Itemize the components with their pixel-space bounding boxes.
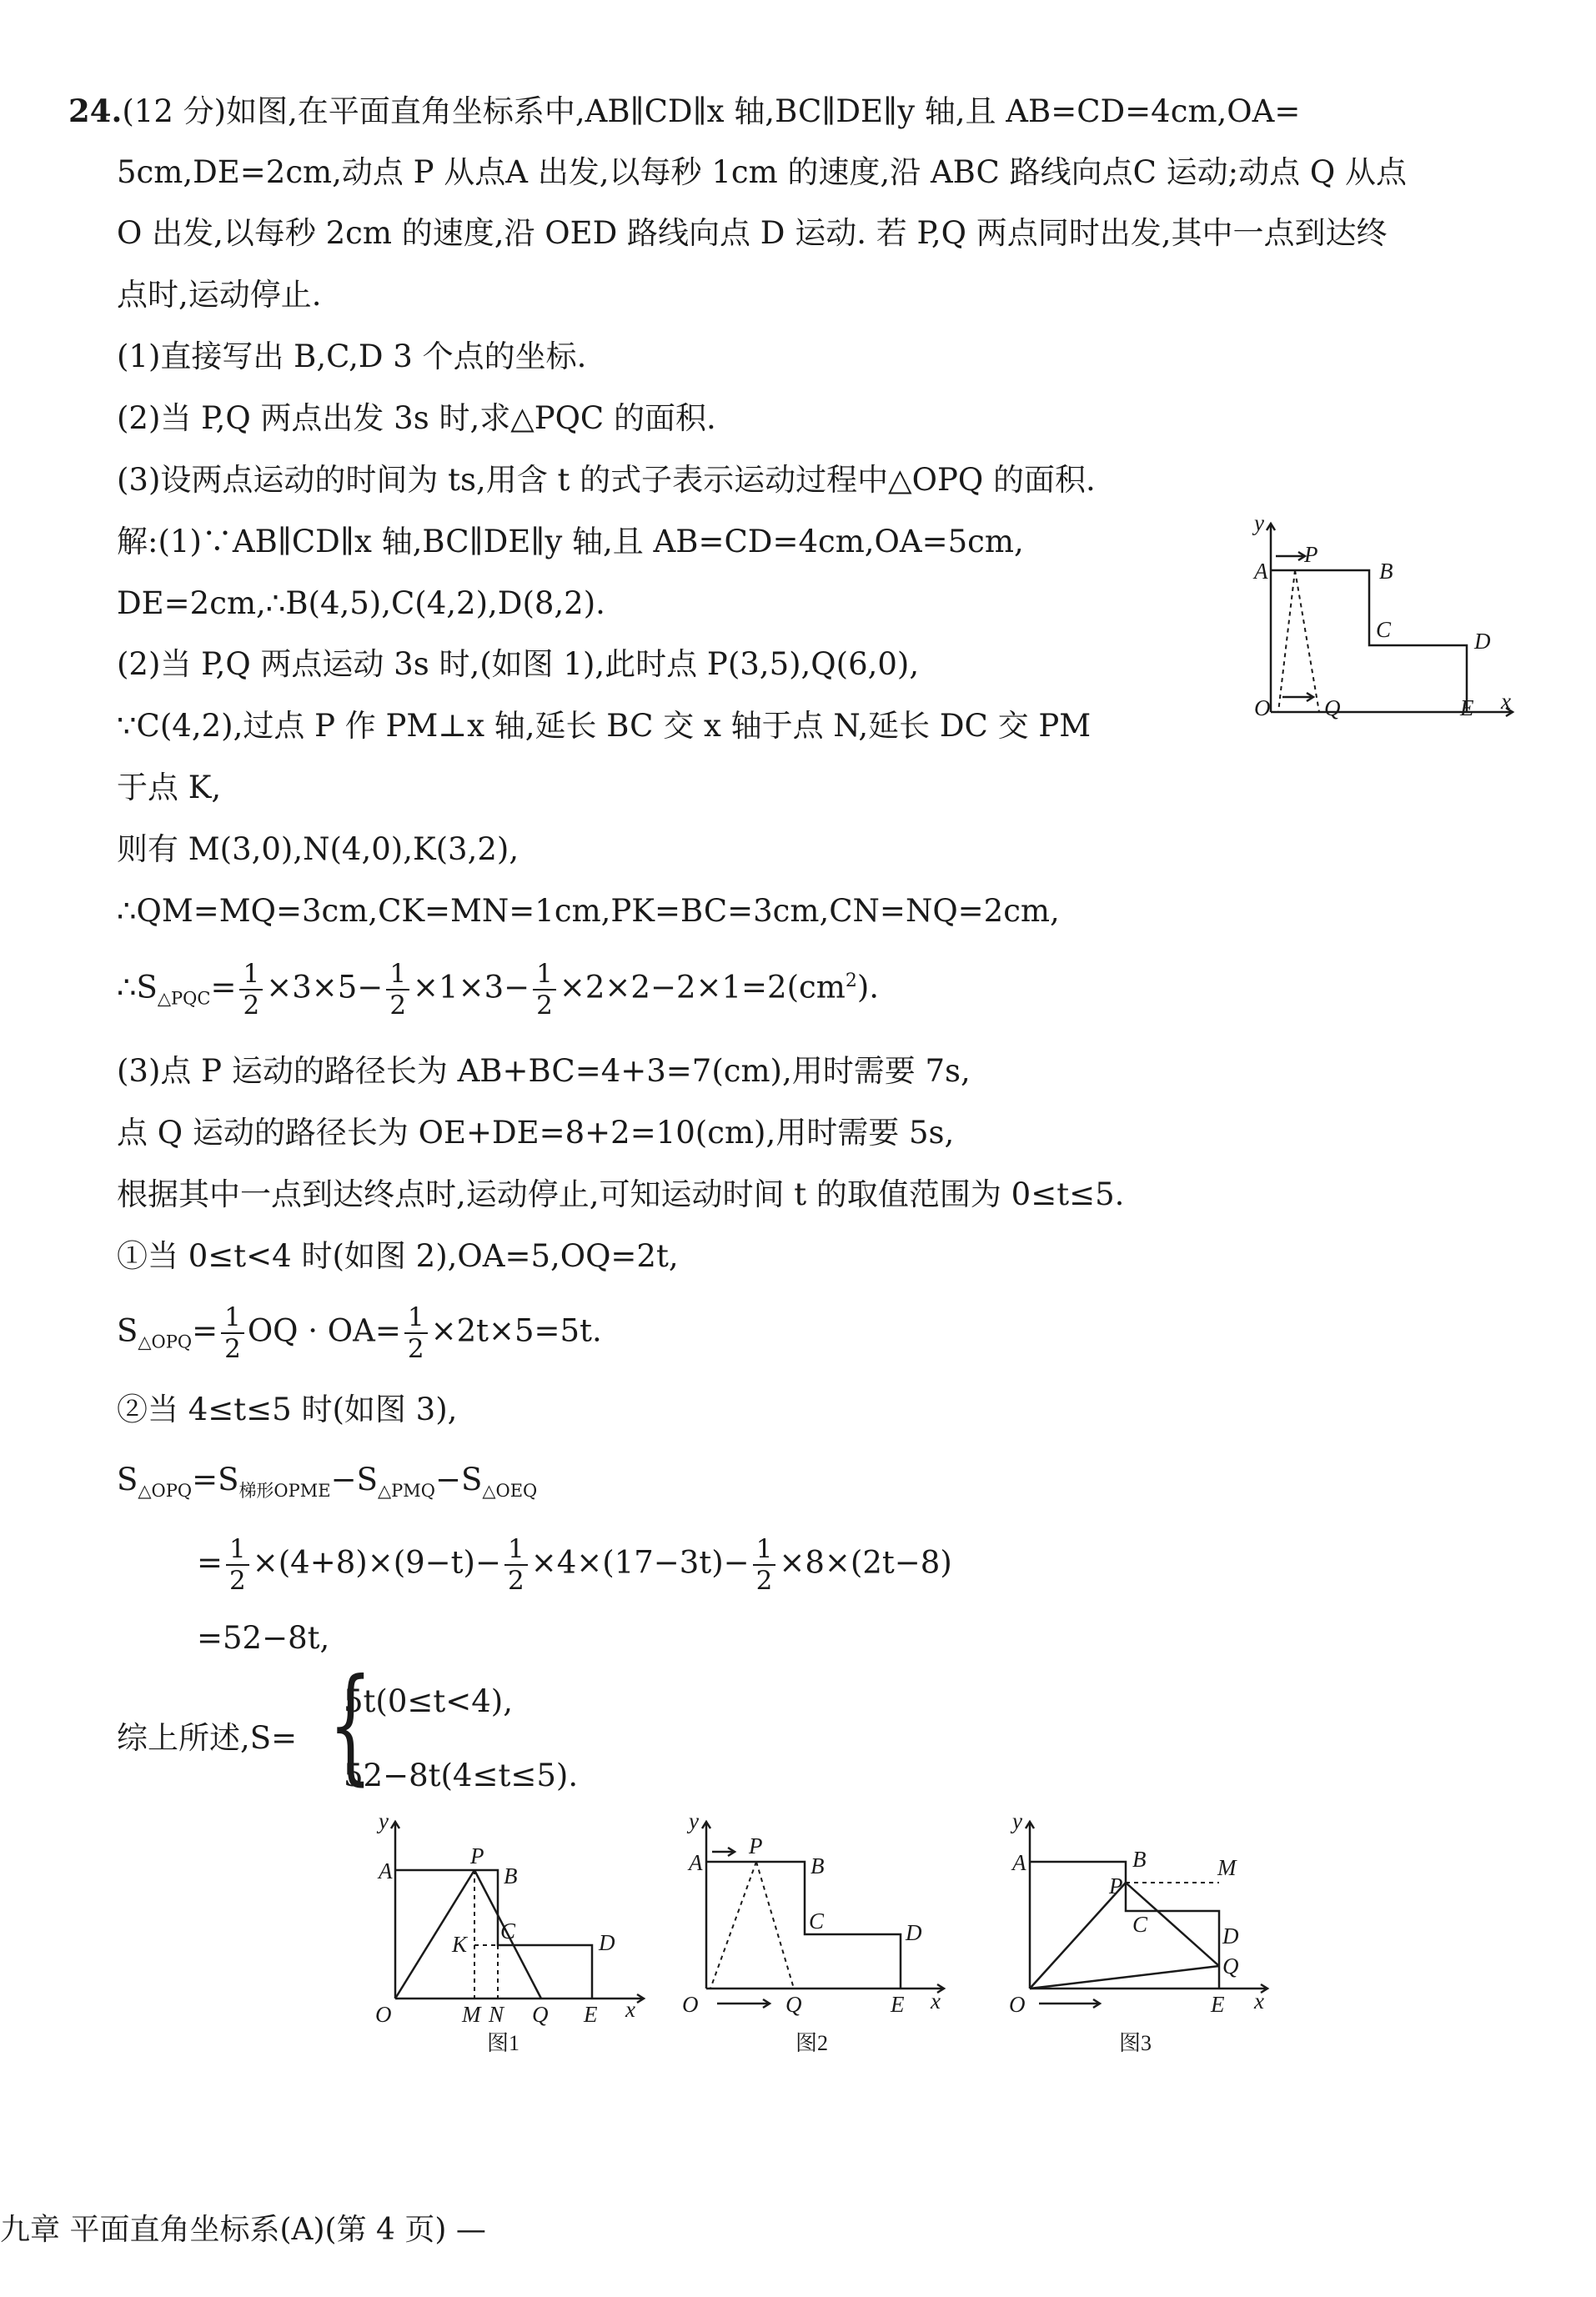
- problem-line-4: 点时,运动停止.: [117, 277, 322, 313]
- problem-number: 24.: [68, 93, 123, 129]
- label-B: B: [1379, 559, 1393, 584]
- label-E: E: [584, 2002, 598, 2027]
- solution-line-14: ②当 4≤t≤5 时(如图 3),: [117, 1392, 458, 1427]
- fraction-half: $\frac{1}{2}$: [533, 959, 556, 1021]
- case2-formula-line-2: = $\frac{1}{2}$ ×(4+8)×(9−t)− $\frac{1}{2}$ ×4×(17−3t)− $\frac{1}{2}$ ×8×(2t−8): [197, 1534, 952, 1596]
- solution-line-12: ①当 0≤t<4 时(如图 2),OA=5,OQ=2t,: [117, 1238, 679, 1274]
- solution-line-7: ∴QM=MQ=3cm,CK=MN=1cm,PK=BC=3cm,CN=NQ=2cm,: [117, 893, 1060, 929]
- label-x: x: [1501, 689, 1511, 714]
- solution-line-9: (3)点 P 运动的路径长为 AB+BC=4+3=7(cm),用时需要 7s,: [117, 1053, 971, 1089]
- label-C: C: [1376, 617, 1392, 642]
- solution-line-3: (2)当 P,Q 两点运动 3s 时,(如图 1),此时点 P(3,5),Q(6,0),: [117, 646, 920, 682]
- label-M: M: [462, 2002, 481, 2027]
- label-O: O: [682, 1992, 699, 2017]
- area-pqc-formula: $\therefore S_{\triangle PQC}=$ $\frac{1}{2}$ ×3×5− $\frac{1}{2}$ ×1×3− $\frac{1}{2}$ $\times 2\times 2-2\times 1=2(cm^2)$.: [117, 959, 880, 1021]
- label-y: y: [379, 1813, 389, 1833]
- label-A: A: [379, 1858, 393, 1883]
- label-B: B: [1132, 1847, 1147, 1872]
- question-3: (3)设两点运动的时间为 ts,用含 t 的式子表示运动过程中△OPQ 的面积.: [117, 462, 1096, 498]
- label-O: O: [1254, 695, 1271, 720]
- summary-case-a: 5t(0≤t<4),: [344, 1683, 513, 1719]
- solution-line-6: 则有 M(3,0),N(4,0),K(3,2),: [117, 831, 519, 867]
- label-N: N: [489, 2002, 504, 2027]
- label-M: M: [1217, 1855, 1237, 1880]
- figure-3: [992, 1813, 1276, 2055]
- case2-formula-line-3: =52−8t,: [197, 1620, 330, 1656]
- label-P: P: [1304, 542, 1318, 567]
- figure-3-caption: 图3: [1119, 2031, 1152, 2055]
- figure-2-caption: 图2: [795, 2031, 829, 2055]
- label-x: x: [1254, 1989, 1264, 2014]
- problem-line-2: 5cm,DE=2cm,动点 P 从点A 出发,以每秒 1cm 的速度,沿 ABC 路线向点C 运动;动点 Q 从点: [117, 154, 1408, 190]
- summary-brace: {: [329, 1653, 373, 1798]
- label-Q: Q: [1222, 1953, 1239, 1979]
- label-P: P: [1109, 1873, 1123, 1898]
- figure-1-caption: 图1: [487, 2031, 520, 2055]
- summary-label: 综上所述,S=: [117, 1720, 298, 1756]
- problem-line-3: O 出发,以每秒 2cm 的速度,沿 OED 路线向点 D 运动. 若 P,Q 两点同时出发,其中一点到达终: [117, 215, 1388, 251]
- label-B: B: [504, 1863, 518, 1888]
- label-A: A: [689, 1850, 703, 1875]
- fraction-half: $\frac{1}{2}$: [239, 959, 263, 1021]
- question-2: (2)当 P,Q 两点出发 3s 时,求△PQC 的面积.: [117, 400, 716, 436]
- label-D: D: [599, 1930, 615, 1955]
- main-figure: [1237, 515, 1521, 724]
- fraction-half: $\frac{1}{2}$: [753, 1534, 776, 1596]
- solution-line-11: 根据其中一点到达终点时,运动停止,可知运动时间 t 的取值范围为 0≤t≤5.: [117, 1176, 1125, 1212]
- question-1: (1)直接写出 B,C,D 3 个点的坐标.: [117, 339, 587, 374]
- fraction-half: $\frac{1}{2}$: [226, 1534, 249, 1596]
- label-A: A: [1012, 1850, 1026, 1875]
- label-x: x: [625, 1997, 635, 2022]
- solution-line-2: DE=2cm,∴B(4,5),C(4,2),D(8,2).: [117, 585, 605, 621]
- label-D: D: [1222, 1923, 1239, 1948]
- label-Q: Q: [1324, 695, 1341, 720]
- fraction-half: $\frac{1}{2}$: [404, 1302, 428, 1364]
- label-O: O: [375, 2002, 392, 2027]
- label-x: x: [931, 1989, 941, 2014]
- solution-line-1: 解:(1)∵AB∥CD∥x 轴,BC∥DE∥y 轴,且 AB=CD=4cm,OA=5cm,: [117, 524, 1024, 559]
- solution-line-10: 点 Q 运动的路径长为 OE+DE=8+2=10(cm),用时需要 5s,: [117, 1115, 955, 1151]
- summary-case-b: 52−8t(4≤t≤5).: [344, 1758, 579, 1793]
- label-Q: Q: [532, 2002, 549, 2027]
- label-y: y: [689, 1813, 699, 1833]
- fraction-half: $\frac{1}{2}$: [386, 959, 409, 1021]
- label-y: y: [1012, 1813, 1022, 1833]
- label-A: A: [1254, 559, 1268, 584]
- label-D: D: [906, 1920, 922, 1945]
- label-K: K: [452, 1932, 468, 1957]
- case1-formula: $S_{\triangle OPQ}=$ $\frac{1}{2}$ OQ · OA= $\frac{1}{2}$ ×2t×5=5t.: [117, 1302, 602, 1364]
- label-E: E: [1460, 695, 1474, 720]
- label-P: P: [749, 1833, 763, 1858]
- label-Q: Q: [785, 1992, 802, 2017]
- problem-line-1: 24.(12 分)如图,在平面直角坐标系中,AB∥CD∥x 轴,BC∥DE∥y 轴,且 AB=CD=4cm,OA=: [68, 93, 1301, 129]
- solution-line-4: ∵C(4,2),过点 P 作 PM⊥x 轴,延长 BC 交 x 轴于点 N,延长 DC 交 PM: [117, 708, 1092, 744]
- label-P: P: [470, 1843, 484, 1868]
- label-E: E: [891, 1992, 905, 2017]
- case2-formula-line-1: $S_{\triangle OPQ}=S_{梯形OPME}-S_{\triangle PMQ}-S_{\triangle OEQ}$: [117, 1462, 538, 1501]
- figure-2: [669, 1813, 952, 2055]
- label-C: C: [1132, 1912, 1148, 1937]
- label-D: D: [1474, 629, 1491, 654]
- fraction-half: $\frac{1}{2}$: [221, 1302, 244, 1364]
- label-E: E: [1211, 1992, 1225, 2017]
- label-B: B: [811, 1853, 825, 1878]
- fraction-half: $\frac{1}{2}$: [504, 1534, 528, 1596]
- label-y: y: [1254, 515, 1264, 535]
- solution-line-5: 于点 K,: [117, 770, 222, 805]
- label-C: C: [809, 1908, 825, 1933]
- figure-1: [362, 1813, 654, 2055]
- label-C: C: [500, 1918, 516, 1943]
- page-footer: 九章 平面直角坐标系(A)(第 4 页) —: [0, 2213, 486, 2247]
- label-O: O: [1009, 1992, 1026, 2017]
